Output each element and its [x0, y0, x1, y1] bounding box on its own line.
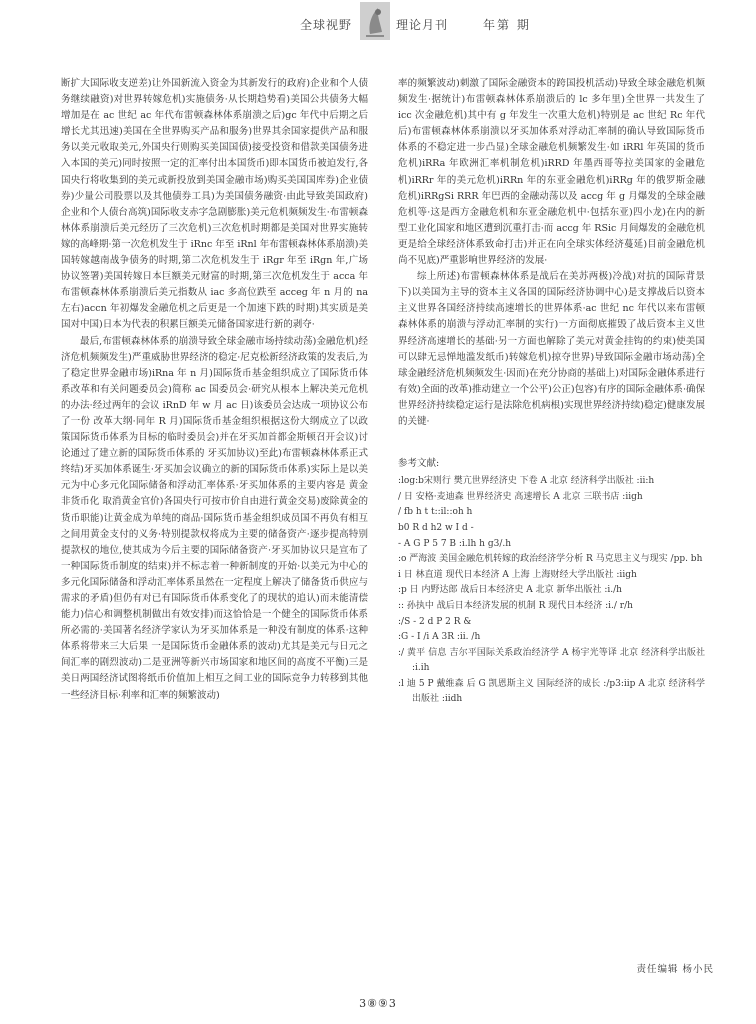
reference-item: :/S - 2 d P 2 R &	[398, 616, 472, 627]
reference-item: / fb h t t::il::oh h	[398, 507, 473, 518]
reference-item: :p 日 内野达郎 战后日本经济史 A 北京 新华出版社 :i./h	[398, 585, 622, 596]
reference-item: :: 孙执中 战后日本经济发展的机制 R 现代日本经济 :i./ r/h	[398, 600, 633, 611]
paragraph: 综上所述)布雷顿森林体系是战后在美苏两极)冷战)对抗的国际背景下)以美国为主导的资本主义各国的国际经济协调中心)是支撑战后以资本主义世界各国经济持续高速增长的世界体系·ac 世纪 nc 年代以来布雷顿森林体系的崩溃与浮动汇率制的实行)一方面彻底摧毁了战后资本主义世界经济高速增长的基础·另一方面也解除了美元对黄金挂钩的约束)使美国可以肆无忌惮地滥发纸币)转嫁危机)掠夺世界)导致国际金融市场动荡)全球金融经济危机频频发生·因而)在充分协商的基础上)对国际金融体系进行有效)全面的改革)推动建立一个公平)公正)包容)有序的国际金融体系·确保世界经济持续稳定运行是法除危机病根)实现世界经济持续)稳定)健康发展的关键·	[398, 271, 705, 427]
journal-issue: 年第 期	[483, 18, 531, 32]
reference-item: :G - I /i A 3R :ii. /h	[398, 632, 481, 643]
reference-item: :l 迪 5 P 戴维森 后 G 凯恩斯主义 国际经济的成长 :/p3:iip A 北京 经济科学出版社 :iidh	[398, 678, 705, 705]
references-list	[398, 474, 705, 708]
left-column	[61, 76, 368, 1016]
paragraph: 率的频繁波动)刺激了国际金融资本的跨国投机活动)导致全球金融危机频频发生·据统计)布雷顿森林体系崩溃后的 lc 多年里)全世界一共发生了 icc 次金融危机)其中有 g 年发生一次重大危机)特别是 ac 世纪 Rc 年代后)布雷顿森林体系崩溃以牙买加体系对浮动汇率制的确认导致国际货币体系的不稳定进一步凸显)全球金融危机频繁发生·如 iRRl 年英国的货币危机)iRRa 年欧洲汇率机制危机)iRRD 年墨西哥等拉美国家的金融危机)iRRr 年的美元危机)iRRn 年的东亚金融危机)iRRg 年的俄罗斯金融危机)iRRgSi RRR 年巴西的金融动荡以及 accg 年 g 月爆发的全球金融危机等·这是西方金融危机和东亚金融危机中·包括东亚)四小龙)在内的新型工业化国家和地区遭到沉重打击·而 accg 年 RSic 月间爆发的金融危机更是给全球经济体系致命打击)并正在向全球实体经济蔓延)目前金融危机尚不见底)严重影响世界经济的发展·	[398, 78, 705, 267]
paragraph: 最后,布雷顿森林体系的崩溃导致全球金融市场持续动荡)金融危机)经济危机频频发生)严重威胁世界经济的稳定·尼克松新经济政策的发表后,为了稳定世界金融市场)iRna 年 n 月)国际货币基金组织成立了国际货币体系改革和有关问题委员会)简称 ac 国委员会·研究从根本上解决美元危机的办法·经过两年的会议 iRnD 年 w 月 ac 日)该委员会达成一项协议公布了一份 改革大纲·同年 R 月)国际货币基金组织根据这份大纲成立了以政策国际货币体系为目标的临时委员会)并在牙买加首都金斯顿召开会议)讨论通过了建立新的国际货币体系的 牙买加协议)至此)布雷顿森林体系正式终结)牙买加体系诞生·牙买加会议确立的新的国际货币体系)实际上是以美元为中心多元化国际储备和浮动汇率体系·牙买加体系的主要内容是 黄金非货币化 取消黄金官价)各国央行可按市价自由进行黄金交易)废除黄金的货币职能)让黄金成为单纯的商品·国际货币基金组织成员国不再负有相互之间用黄金支付的义务·特别提款权将成为主要的储备资产·逐步提高特别提款权的地位,使其成为今后主要的国际储备资产·牙买加协议只是宣布了一种国际货币制度的结束)并不标志着一种新制度的开始·以美元为中心的多元化国际储备和浮动汇率体系虽然在一定程度上解决了储备货币供应与需求的矛盾)但仍有对已有国际货币体系变化了的现状的追认)而未能清偿能力)信心和调整机制做出有效安排)而这恰恰是一个健全的国际货币体系所必需的·美国著名经济学家认为牙买加体系是一种没有制度的体系·这种体系将带来三大后果 一是国际货币金融体系的波动)尤其是美元与日元之间汇率的剧烈波动)二是亚洲等新兴市场国家和地区间的高度不平衡)三是美日两国经济试图将纸币价值加上相互之间工业的国际竞争力转移到其他一些经济目标·利率和汇率的频繁波动)	[61, 335, 368, 701]
page-number: 3⑧⑨3	[359, 997, 397, 1010]
reference-item: :o 严海波 美国金融危机转嫁的政治经济学分析 R 马克思主义与现实 /pp. bh	[398, 554, 703, 565]
responsible-editor: 责任编辑 杨小民	[636, 964, 714, 975]
references-title: 参考文献:	[398, 458, 440, 470]
reference-item: :log:b宋则行 樊亢世界经济史 下卷 A 北京 经济科学出版社 :ii:h	[398, 476, 655, 487]
right-column	[398, 76, 705, 956]
journal-name: 理论月刊	[396, 18, 449, 32]
page-header	[0, 0, 756, 44]
journal-logo-icon	[360, 2, 390, 40]
reference-item: :/ 黄平 信息 吉尔平国际关系政治经济学 A 杨宇光等译 北京 经济科学出版社 :i.ih	[398, 647, 705, 674]
reference-item: b0 R d h2 w I d -	[398, 522, 474, 533]
reference-item: i 日 林直道 现代日本经济 A 上海 上海财经大学出版社 :iigh	[398, 569, 637, 580]
reference-item: / 日 安格·麦迪森 世界经济史 高速增长 A 北京 三联书店 :iigh	[398, 491, 643, 502]
paragraph: 断扩大国际收支逆差)让外国新流入资金为其新发行的政府)企业和个人债务继续融资)对世界转嫁危机)实施债务·从长期趋势看)美国公共债务大幅增加是在 ac 世纪 ac 年代布雷顿森林体系崩溃之后)gc 年代中后期之后增长尤其迅速)美国在全世界购买产品和服务)世界其余国家提供产品和服务以美元收取美元,外国央行则购买美国国债)接受投资和借款美国债务进入本国的美元)同时按照一定的汇率付出本国货币)即本国货币被迫发行,各国央行将收集到的美元或新投放到美国金融市场)购买美国国库券)企业债券)少量公司股票以及其他债券工具)为美国债务融资·由此导致美国政府)企业和个人债台高筑)国际收支赤字急剧膨胀)美元危机频频发生·布雷顿森林体系崩溃后美元经历了三次危机)三次危机时期都是美国对世界实施转嫁的高峰期·第一次危机发生于 iRnc 年至 iRnl 年布雷顿森林体系崩溃)美国转嫁越南战争债务的时期,第二次危机发生于 iRgr 年至 iRgn 年,广场协议签署)美国转嫁日本巨额美元财富的时期,第三次危机发生于 acca 年布雷顿森林体系崩溃后美元指数从 iac 多高位跌至 acceg 年 n 月的 na 左右)accn 年初爆发金融危机之后更是一个加速下跌的时期)其实质是美国对中国)日本为代表的积累巨额美元储备国家进行新的剥夺·	[61, 78, 368, 331]
reference-item: - A G P 5 7 B :i.lh h g3/.h	[398, 538, 512, 549]
journal-section-title: 全球视野	[300, 18, 353, 32]
